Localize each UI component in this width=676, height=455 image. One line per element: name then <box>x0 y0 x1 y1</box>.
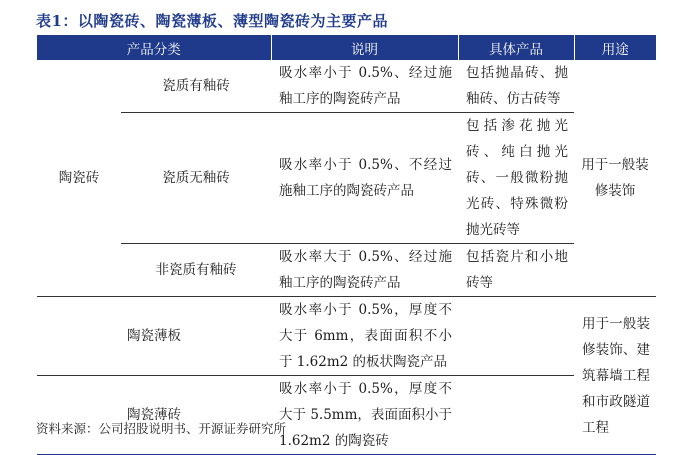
table-row <box>37 113 656 244</box>
usage-ceramic-tile: 用于一般装修装饰 <box>574 60 656 297</box>
subcategory-glazed-porcelain: 瓷质有釉砖 <box>121 60 271 113</box>
table-row <box>37 297 656 376</box>
products-unglazed-porcelain: 包括渗花抛光砖、纯白抛光砖、一般微粉抛光砖、特殊微粉抛光砖等 <box>458 113 574 244</box>
category-ceramic-slab: 陶瓷薄板 <box>37 297 271 376</box>
description-glazed-non-porcelain: 吸水率大于 0.5%、经过施釉工序的陶瓷砖产品 <box>271 244 458 297</box>
table-row <box>37 244 656 297</box>
description-glazed-porcelain: 吸水率小于 0.5%、经过施釉工序的陶瓷砖产品 <box>271 60 458 113</box>
category-ceramic-tile: 陶瓷砖 <box>37 60 121 297</box>
header-row <box>37 35 656 60</box>
products-glazed-non-porcelain: 包括瓷片和小地砖等 <box>458 244 574 297</box>
description-ceramic-slab: 吸水率小于 0.5%，厚度不大于 6mm，表面面积不小于 1.62m2 的板状陶瓷产品 <box>271 297 458 376</box>
table-row <box>37 376 656 455</box>
source-note: 资料来源：公司招股说明书、开源证券研究所 <box>36 421 287 436</box>
header-usage: 用途 <box>574 35 656 60</box>
description-thin-tile: 吸水率小于 0.5%，厚度不大于 5.5mm，表面面积小于 1.62m2 的陶瓷砖 <box>271 376 458 455</box>
table-row <box>37 60 656 113</box>
usage-slab-and-thin-tile: 用于一般装修装饰、建筑幕墙工程和市政隧道工程 <box>574 297 656 455</box>
products-ceramic-slab <box>458 297 574 376</box>
subcategory-glazed-non-porcelain: 非瓷质有釉砖 <box>121 244 271 297</box>
product-table <box>37 35 656 455</box>
subcategory-unglazed-porcelain: 瓷质无釉砖 <box>121 113 271 244</box>
description-unglazed-porcelain: 吸水率小于 0.5%、不经过施釉工序的陶瓷砖产品 <box>271 113 458 244</box>
category-thin-tile: 陶瓷薄砖 <box>37 376 271 455</box>
header-description: 说明 <box>271 35 458 60</box>
header-products: 具体产品 <box>458 35 574 60</box>
table-title: 表1：以陶瓷砖、陶瓷薄板、薄型陶瓷砖为主要产品 <box>36 12 388 30</box>
header-category: 产品分类 <box>37 35 271 60</box>
products-thin-tile <box>458 376 574 455</box>
products-glazed-porcelain: 包括抛晶砖、抛釉砖、仿古砖等 <box>458 60 574 113</box>
